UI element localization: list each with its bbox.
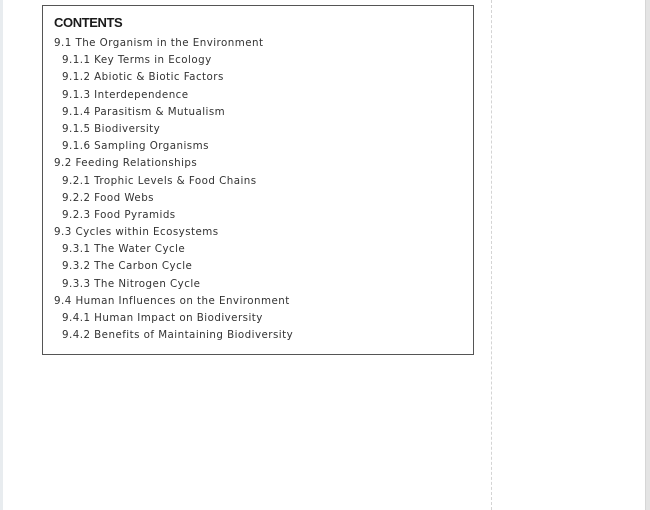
toc-item[interactable]: 9.1.3 Interdependence	[62, 88, 189, 101]
toc-item[interactable]: 9.1 The Organism in the Environment	[54, 37, 264, 49]
toc-item[interactable]: 9.2.2 Food Webs	[62, 191, 155, 204]
toc-item[interactable]: 9.2.1 Trophic Levels & Food Chains	[62, 174, 257, 187]
toc-item[interactable]: 9.1.5 Biodiversity	[62, 122, 161, 135]
toc-list	[43, 35, 473, 344]
toc-item[interactable]: 9.3.3 The Nitrogen Cycle	[62, 277, 201, 290]
left-window-edge	[0, 0, 3, 510]
table-of-contents	[42, 5, 474, 355]
toc-heading: CONTENTS	[54, 15, 123, 30]
toc-item[interactable]: 9.2.3 Food Pyramids	[62, 208, 176, 221]
toc-item[interactable]: 9.1.6 Sampling Organisms	[62, 140, 209, 153]
toc-item[interactable]: 9.1.4 Parasitism & Mutualism	[62, 105, 226, 118]
toc-item[interactable]: 9.1.1 Key Terms in Ecology	[62, 54, 212, 67]
toc-item[interactable]: 9.4 Human Influences on the Environment	[54, 294, 290, 307]
toc-item[interactable]: 9.1.2 Abiotic & Biotic Factors	[62, 71, 224, 84]
toc-item[interactable]: 9.2 Feeding Relationships	[54, 157, 198, 170]
toc-item[interactable]: 9.3.1 The Water Cycle	[62, 243, 186, 256]
toc-item[interactable]: 9.3 Cycles within Ecosystems	[54, 226, 219, 239]
toc-item[interactable]: 9.4.2 Benefits of Maintaining Biodiversity	[62, 329, 294, 342]
toc-item[interactable]: 9.3.2 The Carbon Cycle	[62, 260, 193, 273]
scrollbar-track[interactable]	[645, 0, 650, 510]
toc-item[interactable]: 9.4.1 Human Impact on Biodiversity	[62, 312, 263, 324]
page-margin-guide	[491, 0, 492, 510]
